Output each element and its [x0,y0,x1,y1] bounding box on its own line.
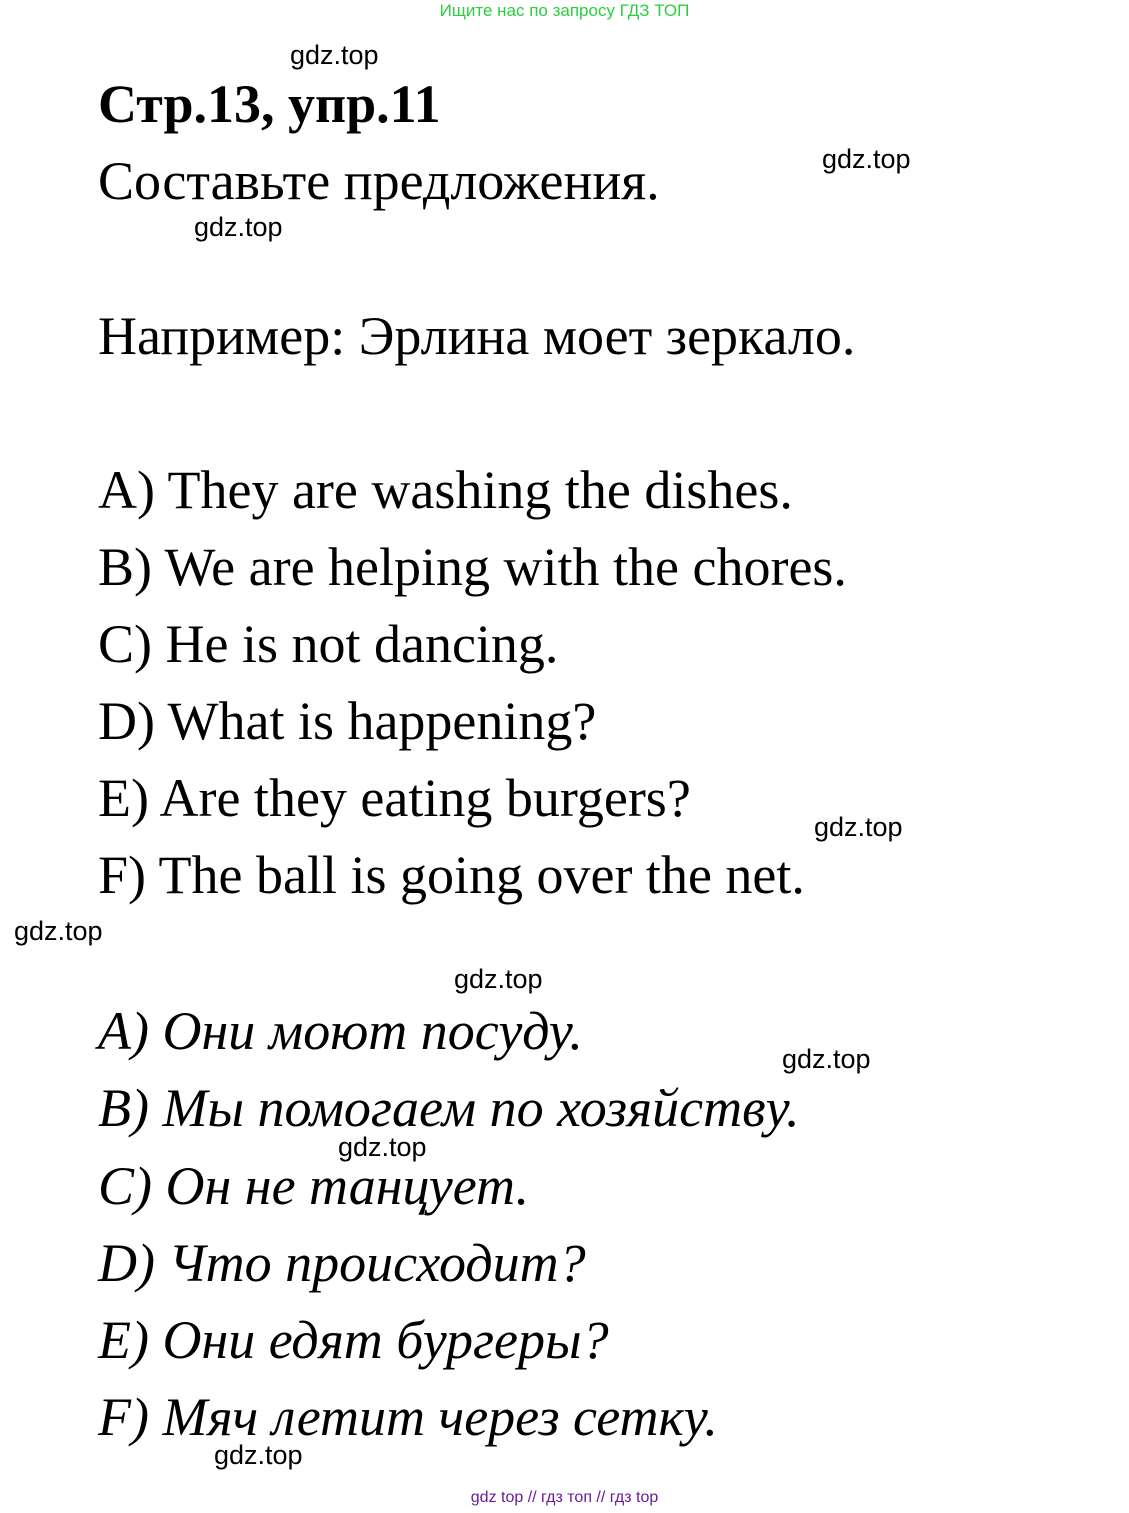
sentence-e: E) Are they eating burgers? [98,768,691,828]
watermark: gdz.top [194,212,283,242]
example-text: Например: Эрлина моет зеркало. [98,306,856,366]
translation-c: C) Он не танцует. [98,1156,530,1216]
sentence-b: B) We are helping with the chores. [98,537,847,597]
watermark: gdz.top [822,144,911,174]
watermark: gdz.top [290,40,379,70]
page-title: Стр.13, упр.11 [98,74,441,134]
sentence-f: F) The ball is going over the net. [98,845,805,905]
watermark: gdz.top [814,812,903,842]
footer-links: gdz top // гдз топ // гдз top [470,1489,659,1506]
top-banner: Ищите нас по запросу ГДЗ ТОП [439,1,690,20]
translation-d: D) Что происходит? [98,1233,586,1293]
watermark: gdz.top [14,916,103,946]
translation-e: E) Они едят бургеры? [98,1310,609,1370]
watermark: gdz.top [782,1044,871,1074]
translation-b: B) Мы помогаем по хозяйству. [98,1078,800,1138]
watermark: gdz.top [454,964,543,994]
translation-f: F) Мяч летит через сетку. [98,1387,718,1447]
instruction-text: Составьте предложения. [98,151,660,211]
sentence-c: C) He is not dancing. [98,614,559,674]
sentence-d: D) What is happening? [98,691,597,751]
translation-a: A) Они моют посуду. [98,1001,583,1061]
sentence-a: A) They are washing the dishes. [98,460,793,520]
watermark: gdz.top [214,1440,303,1470]
watermark: gdz.top [338,1132,427,1162]
